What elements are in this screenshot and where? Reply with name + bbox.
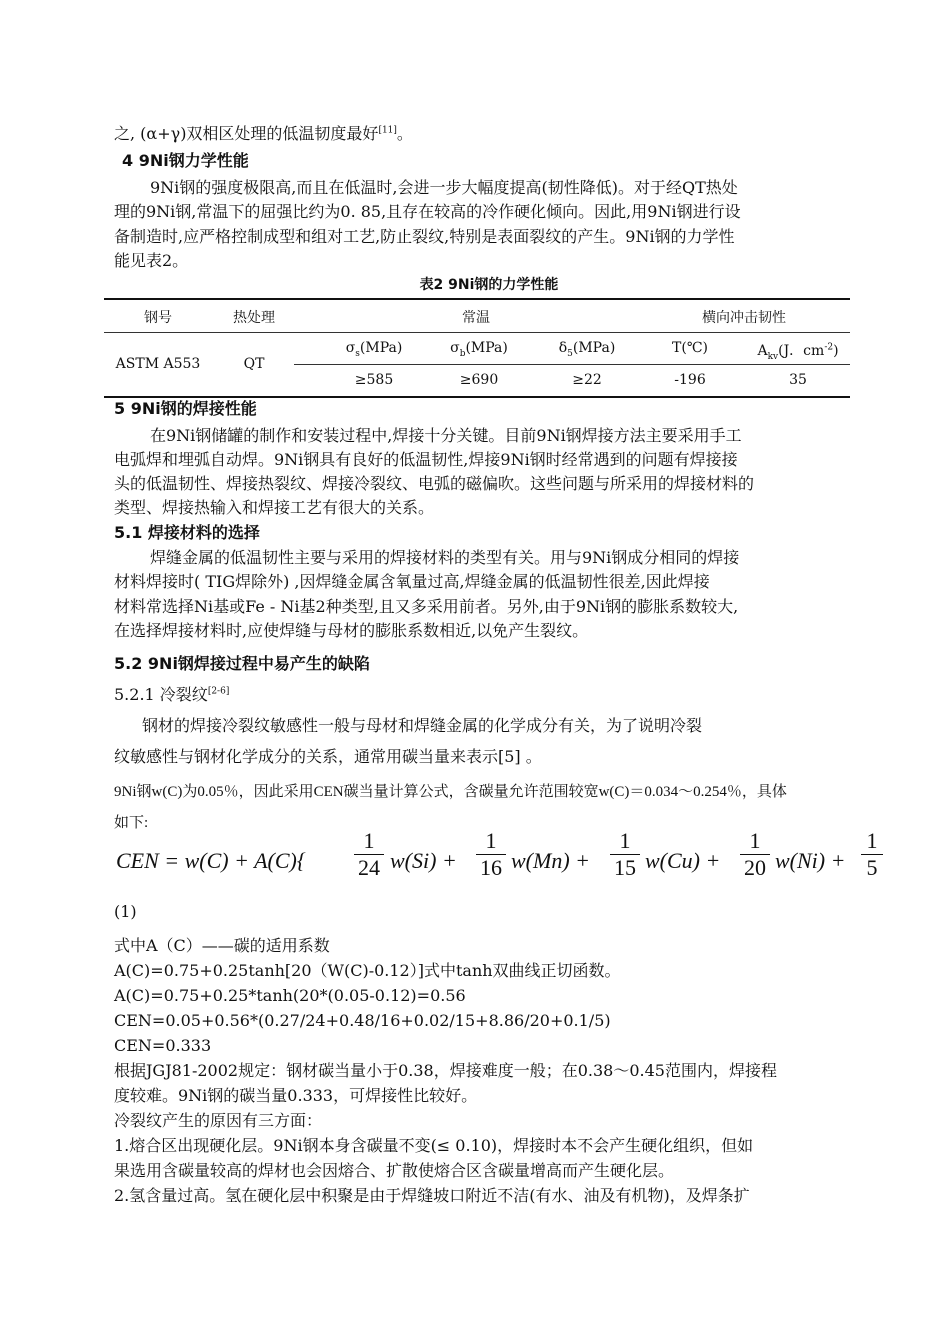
reference-mark: [11]	[378, 125, 397, 136]
text: 。	[396, 124, 413, 143]
equation-number: (1)	[114, 902, 137, 921]
fraction-1-16: 1 16	[474, 828, 508, 881]
header-impact-toughness: 横向冲击韧性	[702, 310, 786, 326]
text: 之, (α+γ)双相区处理的低温韧度最好	[114, 124, 379, 143]
subheader-temperature: T(℃)	[672, 340, 708, 356]
paragraph-line: 在选择焊接材料时,应使焊缝与母材的膨胀系数相近,以免产生裂纹。	[114, 621, 589, 640]
cell-yield-strength: ≥585	[354, 372, 394, 388]
paragraph-line: 纹敏感性与钢材化学成分的关系，通常用碳当量来表示[5] 。	[114, 747, 542, 766]
header-room-temperature: 常温	[462, 310, 490, 326]
paragraph-line: A(C)=0.75+0.25tanh[20（W(C)-0.12）]式中tanh双曲线正切函数。	[114, 961, 621, 980]
section-heading-4: 4 9Ni钢力学性能	[122, 151, 249, 170]
paragraph-line: 9Ni钢w(C)为0.05％，因此采用CEN碳当量计算公式，含碳量允许范围较宽w(C)＝0.034～0.254％，具体	[114, 784, 787, 800]
cell-akv: 35	[789, 372, 807, 388]
mechanical-properties-table	[104, 298, 850, 398]
table-caption: 表2 9Ni钢的力学性能	[419, 277, 559, 293]
paragraph-line: 电弧焊和埋弧自动焊。9Ni钢具有良好的低温韧性,焊接9Ni钢时经常遇到的问题有焊接接	[114, 450, 738, 469]
fraction-1-15: 1 15	[608, 828, 642, 881]
paragraph-line: 式中A（C）——碳的适用系数	[114, 936, 330, 955]
paragraph-line: 在9Ni钢储罐的制作和安装过程中,焊接十分关键。目前9Ni钢焊接方法主要采用手工	[150, 426, 742, 445]
cen-formula	[114, 828, 894, 898]
paragraph-line: 理的9Ni钢,常温下的屈强比约为0. 85,且存在较高的冷作硬化倾向。因此,用9Ni钢进行设	[114, 202, 741, 221]
table-rule	[104, 332, 850, 333]
paragraph-line: 1.熔合区出现硬化层。9Ni钢本身含碳量不变(≤ 0.10)，焊接时本不会产生硬化组织，但如	[114, 1136, 754, 1155]
paragraph-line: 如下:	[114, 815, 149, 831]
paragraph-line: 能见表2。	[114, 251, 189, 270]
paragraph-line: 冷裂纹产生的原因有三方面：	[114, 1111, 323, 1130]
formula-term-mn: w(Mn) +	[511, 848, 590, 873]
paragraph-line: 度较难。9Ni钢的碳当量0.333，可焊接性比较好。	[114, 1086, 478, 1105]
fraction-1-20: 1 20	[738, 828, 772, 881]
subheader-yield-strength: $\sigma_s(MPa)$	[345, 340, 403, 359]
cell-tensile-strength: ≥690	[459, 372, 499, 388]
cell-heat-treatment: QT	[243, 356, 265, 372]
header-grade: 钢号	[144, 310, 172, 326]
subheader-elongation: $\delta_5(MPa)$	[558, 340, 616, 359]
paragraph-line: CEN=0.333	[114, 1036, 212, 1055]
subheader-tensile-strength: $\sigma_b(MPa)$	[450, 340, 508, 359]
paragraph-line: CEN=0.05+0.56*(0.27/24+0.48/16+0.02/15+8.86/20+0.1/5)	[114, 1011, 611, 1030]
section-heading-5: 5 9Ni钢的焊接性能	[114, 399, 257, 418]
paragraph-line: 类型、焊接热输入和焊接工艺有很大的关系。	[114, 498, 435, 517]
paragraph-line: 材料常选择Ni基或Fe - Ni基2种类型,且又多采用前者。另外,由于9Ni钢的膨胀系数较大,	[114, 597, 739, 616]
table-rule	[294, 364, 850, 365]
paragraph-line: 钢材的焊接冷裂纹敏感性一般与母材和焊缝金属的化学成分有关，为了说明冷裂	[142, 716, 703, 735]
formula-term-ni: w(Ni) +	[775, 848, 846, 873]
paragraph-line: 根据JGJ81-2002规定：钢材碳当量小于0.38，焊接难度一般；在0.38～0.45范围内，焊接程	[114, 1061, 777, 1080]
paragraph-line: 备制造时,应严格控制成型和组对工艺,防止裂纹,特别是表面裂纹的产生。9Ni钢的力学性	[114, 227, 735, 246]
section-heading-5-2: 5.2 9Ni钢焊接过程中易产生的缺陷	[114, 654, 370, 673]
formula-lhs: CEN = w(C) + A(C){	[116, 848, 306, 873]
header-heat-treatment: 热处理	[233, 310, 275, 326]
paragraph-line: 材料焊接时( TIG焊除外) ,因焊缝金属含氧量过高,焊缝金属的低温韧性很差,因此焊接	[114, 572, 710, 591]
paragraph-line: A(C)=0.75+0.25*tanh(20*(0.05-0.12)=0.56	[114, 986, 466, 1005]
formula-term-si: w(Si) +	[390, 848, 457, 873]
cell-elongation: ≥22	[572, 372, 602, 388]
fraction-1-24: 1 24	[352, 828, 386, 881]
paragraph-line	[114, 122, 413, 146]
paragraph-line: 9Ni钢的强度极限高,而且在低温时,会进一步大幅度提高(韧性降低)。对于经QT热处	[150, 178, 738, 197]
subheader-akv: $A_{kv}(J$．$cm^{-2}$)	[757, 342, 839, 362]
formula-term-cu: w(Cu) +	[645, 848, 721, 873]
cell-grade: ASTM A553	[115, 356, 201, 372]
section-heading-5-2-1: 5.2.1 冷裂纹[2-6]	[114, 685, 230, 704]
section-heading-5-1: 5.1 焊接材料的选择	[114, 523, 260, 542]
paragraph-line: 果选用含碳量较高的焊材也会因熔合、扩散使熔合区含碳量增高而产生硬化层。	[114, 1161, 675, 1180]
paragraph-line: 焊缝金属的低温韧性主要与采用的焊接材料的类型有关。用与9Ni钢成分相同的焊接	[150, 548, 740, 567]
paragraph-line: 2.氢含量过高。氢在硬化层中积聚是由于焊缝坡口附近不洁(有水、油及有机物)，及焊条扩	[114, 1186, 750, 1205]
paragraph-line: 头的低温韧性、焊接热裂纹、焊接冷裂纹、电弧的磁偏吹。这些问题与所采用的焊接材料的	[114, 474, 755, 493]
cell-temperature: -196	[674, 372, 706, 388]
fraction-1-5: 1 5	[859, 828, 885, 881]
